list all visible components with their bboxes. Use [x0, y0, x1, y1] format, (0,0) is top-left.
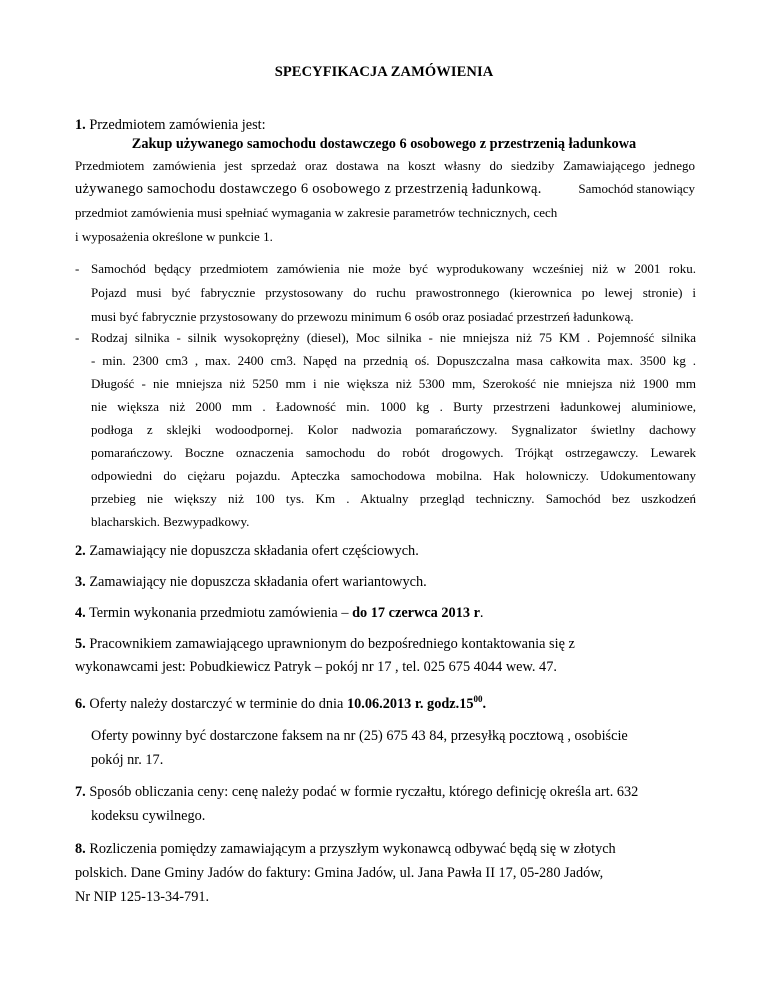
bullet-2-line: nie większa niż 2000 mm . Ładowność min. 1000 kg . Burty przestrzeni ładunkowej aluminiowe,: [91, 399, 696, 414]
bullet-2-dash: -: [75, 330, 80, 345]
section-1-text: Przedmiotem zamówienia jest:: [89, 117, 266, 133]
section-1-paragraph-line-3: przedmiot zamówienia musi spełniać wymagania w zakresie parametrów technicznych, cech: [75, 205, 558, 220]
section-6-number: 6.: [75, 696, 86, 712]
section-3-text: Zamawiający nie dopuszcza składania ofert wariantowych.: [89, 574, 427, 590]
vehicle-requirements-start: Samochód stanowiący: [578, 181, 695, 196]
section-4-text: Termin wykonania przedmiotu zamówienia –: [89, 605, 353, 621]
section-5-number: 5.: [75, 636, 86, 652]
bullet-1-line: musi być fabrycznie przystosowany do przewozu minimum 6 osób oraz posiadać przestrzeń ładunkową.: [91, 309, 634, 324]
section-2-text: Zamawiający nie dopuszcza składania ofert częściowych.: [89, 543, 419, 559]
section-6-line-3: pokój nr. 17.: [91, 752, 164, 768]
bullet-2-line: pomarańczowy. Boczne oznaczenia samochodu do robót drogowych. Trójkąt ostrzegawczy. Lewarek: [91, 445, 696, 460]
bullet-2-line: Rodzaj silnika - silnik wysokoprężny (diesel), Moc silnika - nie mniejsza niż 75 KM . Pojemność silnika: [91, 330, 696, 345]
section-8-line-1: [75, 840, 695, 858]
section-1-paragraph-line-1: Przedmiotem zamówienia jest sprzedaż oraz dostawa na koszt własny do siedziby Zamawiającego jednego: [75, 158, 695, 173]
section-2: [75, 542, 695, 560]
section-3-number: 3.: [75, 574, 86, 590]
order-subject: Zakup używanego samochodu dostawczego 6 osobowego z przestrzenią ładunkowa: [131, 136, 637, 152]
section-5-line-2: wykonawcami jest: Pobudkiewicz Patryk – pokój nr 17 , tel. 025 675 4044 wew. 47.: [75, 659, 557, 675]
deadline-minutes: 00: [473, 694, 483, 704]
section-4: [75, 604, 695, 622]
vehicle-description: używanego samochodu dostawczego 6 osobowego z przestrzenią ładunkową.: [75, 181, 542, 197]
section-7-text: Sposób obliczania ceny: cenę należy podać w formie ryczałtu, którego definicję określa art. 632: [89, 784, 639, 800]
bullet-1-line: Samochód będący przedmiotem zamówienia nie może być wyprodukowany wcześniej niż w 2001 roku.: [91, 261, 696, 276]
bullet-1-dash: -: [75, 261, 80, 276]
bullet-2-line: Długość - nie mniejsza niż 5250 mm i nie większa niż 5300 mm, Szerokość nie mniejsza niż 1900 mm: [91, 376, 696, 391]
section-6-line-1: [75, 695, 695, 713]
completion-date: do 17 czerwca 2013 r: [352, 605, 480, 621]
bullet-2-line: blacharskich. Bezwypadkowy.: [91, 514, 250, 529]
offer-deadline: 10.06.2013 r. godz.15: [346, 696, 474, 712]
section-6-end: .: [482, 696, 487, 712]
bullet-2-line: odpowiedni do ciężaru pojazdu. Apteczka samochodowa mobilna. Hak holowniczy. Udokumentowany: [91, 468, 696, 483]
section-1-paragraph-line-4: i wyposażenia określone w punkcie 1.: [75, 229, 273, 244]
section-1-number: 1.: [75, 117, 86, 133]
section-6-text: Oferty należy dostarczyć w terminie do dnia: [89, 696, 347, 712]
bullet-2-line: przebieg nie większy niż 100 tys. Km . Aktualny przegląd techniczny. Samochód bez uszkodzeń: [91, 491, 696, 506]
section-8-line-2: polskich. Dane Gminy Jadów do faktury: Gmina Jadów, ul. Jana Pawła II 17, 05-280 Jadów,: [75, 865, 604, 881]
bullet-2-line: podłoga z sklejki wodoodpornej. Kolor nadwozia pomarańczowy. Sygnalizator świetlny dachowy: [91, 422, 696, 437]
section-8-text: Rozliczenia pomiędzy zamawiającym a przyszłym wykonawcą odbywać będą się w złotych: [89, 841, 616, 857]
bullet-2-line: - min. 2300 cm3 , max. 2400 cm3. Napęd na przednią oś. Dopuszczalna masa całkowita max. 3500 kg .: [91, 353, 696, 368]
section-5-line-1: [75, 635, 695, 653]
section-7-line-1: [75, 783, 695, 801]
section-1-heading: [75, 116, 695, 134]
section-2-number: 2.: [75, 543, 86, 559]
section-7-number: 7.: [75, 784, 86, 800]
bullet-1-line: Pojazd musi być fabrycznie przystosowany do ruchu prawostronnego (kierownica po lewej stronie) i: [91, 285, 696, 300]
section-4-number: 4.: [75, 605, 86, 621]
section-7-line-2: kodeksu cywilnego.: [91, 808, 206, 824]
section-8-number: 8.: [75, 841, 86, 857]
section-1-paragraph-line-2: [75, 180, 695, 198]
section-8-line-3: Nr NIP 125-13-34-791.: [75, 889, 210, 905]
document-title: SPECYFIKACJA ZAMÓWIENIA: [274, 64, 494, 80]
section-6-line-2: Oferty powinny być dostarczone faksem na nr (25) 675 43 84, przesyłką pocztową , osobiście: [91, 728, 628, 744]
section-5-text: Pracownikiem zamawiającego uprawnionym do bezpośredniego kontaktowania się z: [89, 636, 575, 652]
section-4-end: .: [479, 605, 484, 621]
section-3: [75, 573, 695, 591]
